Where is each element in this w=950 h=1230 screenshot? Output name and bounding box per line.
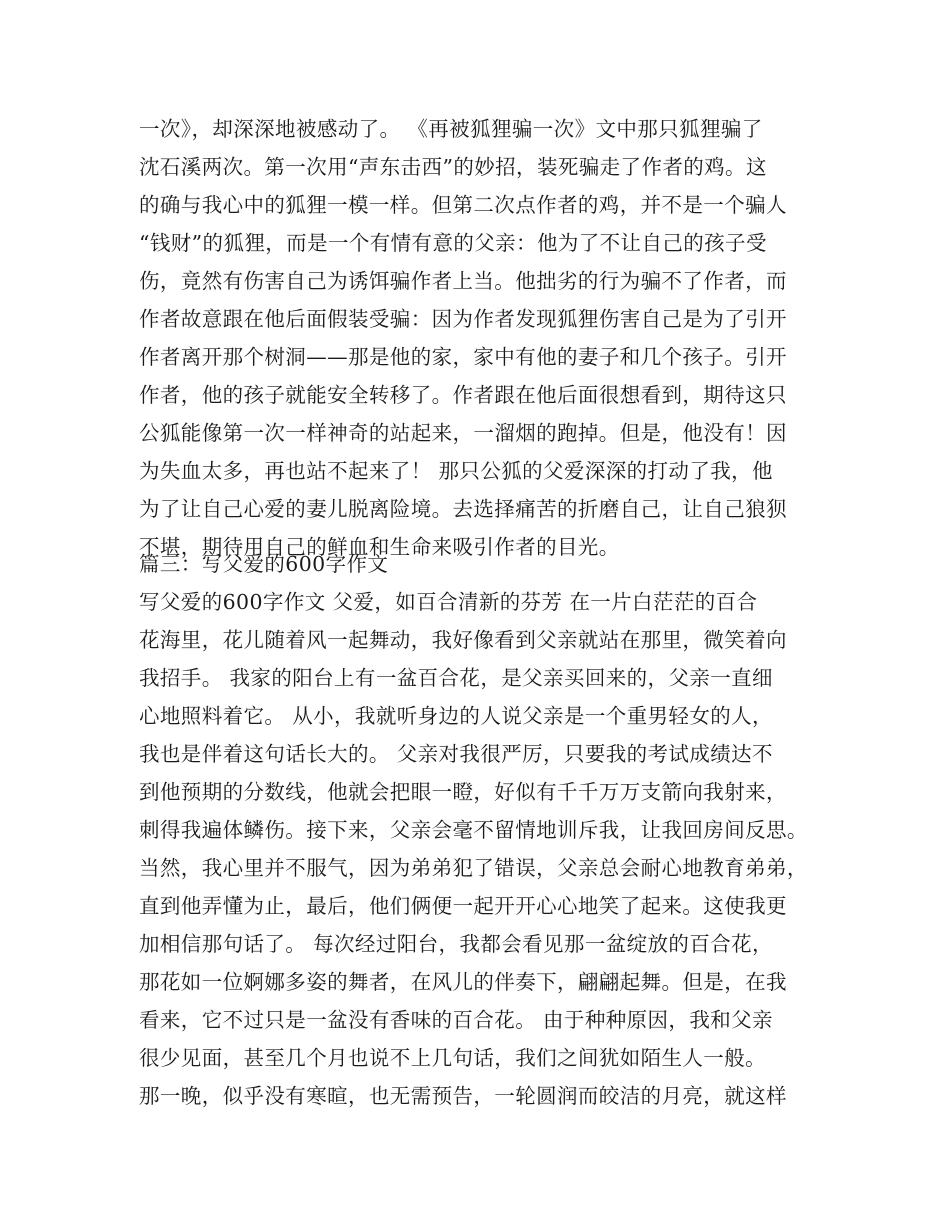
text-line: 看来，它不过只是一盆没有香味的百合花。 由于种种原因，我和父亲 bbox=[139, 1008, 773, 1032]
text-line: 沈石溪两次。第一次用“声东击西”的妙招，装死骗走了作者的鸡。这 bbox=[139, 155, 767, 179]
text-line: 刺得我遍体鳞伤。接下来，父亲会毫不留情地训斥我，让我回房间反思。 bbox=[139, 818, 808, 842]
text-line: “钱财”的狐狸，而是一个有情有意的父亲：他为了不让自己的孩子受 bbox=[139, 231, 767, 255]
text-line: 直到他弄懂为止，最后，他们俩便一起开开心心地笑了起来。这使我更 bbox=[139, 894, 787, 918]
text-line: 伤，竟然有伤害自己为诱饵骗作者上当。他拙劣的行为骗不了作者，而 bbox=[139, 269, 787, 293]
section-heading: 篇三：写父爱的600字作文 bbox=[139, 552, 389, 576]
text-line: 一次》，却深深地被感动了。 《再被狐狸骗一次》文中那只狐狸骗了 bbox=[139, 117, 763, 141]
text-line: 不堪，期待用自己的鲜血和生命来吸引作者的目光。 bbox=[139, 535, 620, 559]
text-line: 我也是伴着这句话长大的。 父亲对我很严厉，只要我的考试成绩达不 bbox=[139, 742, 773, 766]
text-line: 很少见面，甚至几个月也说不上几句话，我们之间犹如陌生人一般。 bbox=[139, 1046, 766, 1070]
text-line: 那花如一位婀娜多姿的舞者，在风儿的伴奏下，翩翩起舞。但是，在我 bbox=[139, 970, 787, 994]
text-line: 作者，他的孩子就能安全转移了。作者跟在他后面很想看到，期待这只 bbox=[139, 383, 787, 407]
text-line: 花海里，花儿随着风一起舞动，我好像看到父亲就站在那里，微笑着向 bbox=[139, 628, 787, 652]
essay-section-3 bbox=[139, 545, 829, 1115]
text-line: 心地照料着它。 从小，我就听身边的人说父亲是一个重男轻女的人， bbox=[139, 704, 773, 728]
essay-paragraph-1 bbox=[139, 110, 829, 566]
text-line: 写父爱的600字作文 父爱，如百合清新的芬芳 在一片白茫茫的百合 bbox=[139, 590, 758, 614]
text-line: 我招手。 我家的阳台上有一盆百合花，是父亲买回来的，父亲一直细 bbox=[139, 666, 773, 690]
text-line: 的确与我心中的狐狸一模一样。但第二次点作者的鸡，并不是一个骗人 bbox=[139, 193, 787, 217]
text-line: 为了让自己心爱的妻儿脱离险境。去选择痛苦的折磨自己，让自己狼狈 bbox=[139, 497, 787, 521]
text-line: 作者故意跟在他后面假装受骗：因为作者发现狐狸伤害自己是为了引开 bbox=[139, 307, 787, 331]
text-line: 公狐能像第一次一样神奇的站起来，一溜烟的跑掉。但是，他没有！因 bbox=[139, 421, 787, 445]
text-line: 那一晚，似乎没有寒暄，也无需预告，一轮圆润而皎洁的月亮，就这样 bbox=[139, 1084, 787, 1108]
text-line: 当然，我心里并不服气，因为弟弟犯了错误，父亲总会耐心地教育弟弟， bbox=[139, 856, 808, 880]
text-line: 为失血太多，再也站不起来了！ 那只公狐的父爱深深的打动了我，他 bbox=[139, 459, 773, 483]
text-line: 到他预期的分数线，他就会把眼一瞪，好似有千千万万支箭向我射来， bbox=[139, 780, 787, 804]
text-line: 作者离开那个树洞——那是他的家，家中有他的妻子和几个孩子。引开 bbox=[139, 345, 787, 369]
text-line: 加相信那句话了。 每次经过阳台，我都会看见那一盆绽放的百合花， bbox=[139, 932, 773, 956]
